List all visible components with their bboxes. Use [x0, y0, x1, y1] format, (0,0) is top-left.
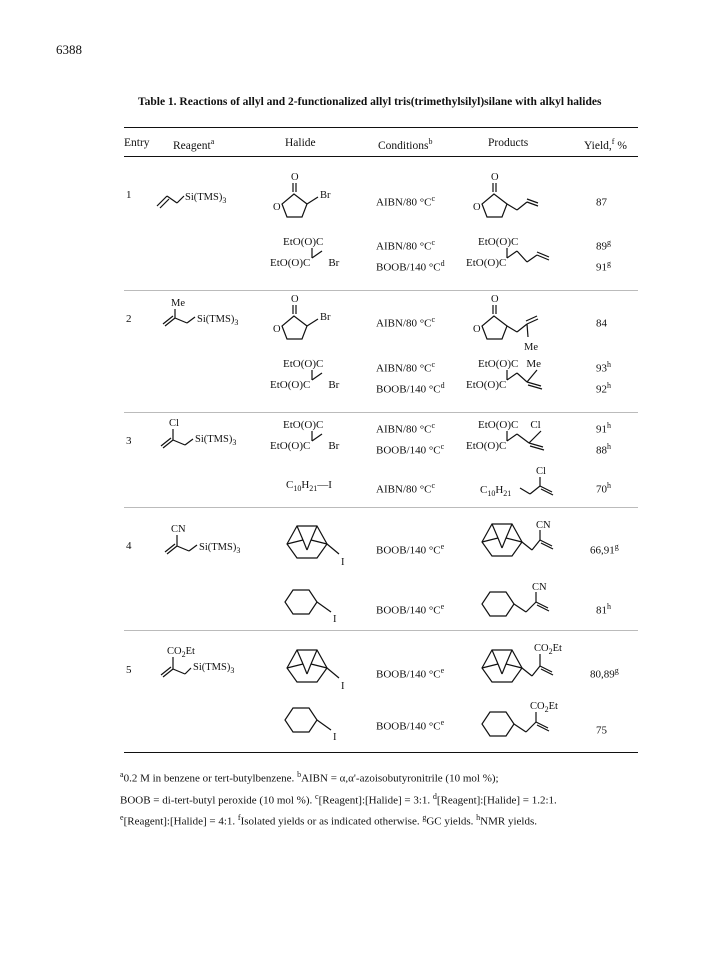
text: AIBN/80 °C — [376, 240, 432, 253]
halide-cyclohexyl-iodide-structure — [283, 582, 353, 627]
header-products: Products — [488, 137, 529, 149]
product-ester-text: EtO(O)C — [478, 419, 519, 431]
text: BOOB/140 °C — [376, 668, 441, 681]
condition — [376, 236, 435, 254]
condition — [376, 600, 444, 618]
text: BOOB/140 °C — [376, 720, 441, 733]
text: e — [440, 718, 445, 727]
text: c — [431, 238, 435, 247]
text: 87 — [596, 196, 607, 209]
entry-number: 4 — [126, 540, 132, 552]
text: BOOB/140 °C — [376, 383, 441, 396]
halide-ester-text: EtO(O)C — [270, 257, 311, 269]
footnote-mark: b — [297, 770, 302, 779]
text: 89 — [596, 240, 607, 253]
text: 10 — [293, 484, 302, 494]
header-entry: Entry — [124, 137, 150, 149]
yield-value — [596, 257, 611, 275]
svg-text:CN: CN — [536, 520, 551, 531]
condition — [376, 313, 435, 331]
header-reagent-mark: a — [210, 137, 215, 146]
text: c — [431, 194, 435, 203]
svg-text:O: O — [491, 294, 499, 305]
footnote-mark: f — [237, 813, 241, 823]
svg-text:Br: Br — [320, 190, 331, 201]
halide-bromolactone-structure — [270, 292, 350, 347]
text: h — [607, 442, 611, 451]
text: 70 — [596, 483, 607, 496]
text: e — [440, 602, 445, 611]
text: 81 — [596, 604, 607, 617]
yield-value — [596, 419, 611, 437]
svg-text:Si(TMS)3: $Si(TMS)_3$ — [197, 314, 239, 327]
text: —I — [317, 479, 332, 491]
halide-cyclohexyl-iodide-structure — [283, 700, 353, 745]
text: BOOB/140 °C — [376, 544, 441, 557]
text: h — [607, 421, 611, 430]
product-malonate-line2: EtO(O)C — [466, 440, 507, 452]
condition — [376, 440, 444, 458]
text: H — [301, 479, 310, 491]
product-ester-text: EtO(O)C — [478, 358, 519, 370]
text: AIBN/80 °C — [376, 483, 432, 496]
header-yield-mark: f — [611, 137, 615, 146]
product-decyl-text — [480, 484, 511, 500]
footnote-text: [Reagent]:[Halide] = 4:1. — [123, 815, 236, 828]
text: 66,91 — [590, 544, 615, 557]
yield-value — [596, 720, 607, 738]
page-number: 6388 — [56, 42, 82, 57]
reagent-cyanoallyl-structure — [155, 518, 265, 566]
table-caption: Table 1. Reactions of allyl and 2-functionalized allyl tris(trimethylsilyl)silane with alkyl halides — [138, 96, 602, 108]
svg-text:CN: CN — [171, 524, 186, 535]
text: h — [607, 381, 611, 390]
condition — [376, 479, 435, 497]
text: c — [431, 481, 435, 490]
halide-malonate-line2 — [270, 379, 339, 392]
svg-text:CO2Et: $CO_2Et$ — [534, 643, 562, 656]
svg-text:Si(TMS)3: $Si(TMS)_3$ — [195, 434, 237, 447]
text: c — [431, 421, 435, 430]
footnote-text: NMR yields. — [480, 815, 537, 828]
text: H — [495, 484, 504, 496]
condition — [376, 379, 445, 397]
svg-text:Cl: Cl — [536, 466, 546, 477]
entry-number: 1 — [126, 189, 132, 201]
svg-text:CO2Et: $CO_2Et$ — [530, 701, 558, 714]
top-rule — [124, 127, 638, 128]
text: 91 — [596, 423, 607, 436]
halide-ester-text: EtO(O)C — [270, 379, 311, 391]
svg-text:I: I — [333, 732, 337, 743]
product-chloroallyl-decyl-bonds — [518, 462, 568, 502]
text: AIBN/80 °C — [376, 196, 432, 209]
halide-bromolactone-structure — [270, 170, 350, 225]
header-yield — [584, 137, 627, 152]
svg-text:Si(TMS)3: $Si(TMS)_3$ — [193, 662, 235, 675]
yield-value — [596, 192, 607, 210]
entry-number: 2 — [126, 313, 132, 325]
entry-number: 5 — [126, 664, 132, 676]
text: 91 — [596, 261, 607, 274]
svg-text:Me: Me — [524, 342, 538, 353]
table-footnotes — [120, 766, 640, 831]
text: BOOB/140 °C — [376, 604, 441, 617]
condition — [376, 419, 435, 437]
halide-malonate-line2 — [270, 440, 339, 453]
text: e — [440, 666, 445, 675]
reagent-methallyl-structure — [155, 290, 265, 338]
product-adamantyl-cyanoallyl-structure — [478, 516, 568, 564]
footnote-mark: g — [422, 813, 427, 823]
yield-value — [596, 358, 611, 376]
text: C — [286, 479, 294, 491]
halide-malonate-line1: EtO(O)C — [283, 358, 324, 370]
text: 80,89 — [590, 668, 615, 681]
halide-br-text: Br — [328, 379, 340, 391]
halide-br-text: Br — [328, 440, 340, 452]
svg-text:O: O — [473, 324, 481, 335]
reagent-ester-allyl-structure — [155, 642, 265, 690]
footnote-text: [Reagent]:[Halide] = 1.2:1. — [436, 794, 557, 807]
text: c — [431, 315, 435, 324]
product-malonate-line1: EtO(O)C — [478, 236, 519, 248]
text: 92 — [596, 383, 607, 396]
svg-text:O: O — [491, 172, 499, 183]
row-separator — [124, 630, 638, 631]
product-allyl-lactone-structure — [470, 170, 560, 225]
condition — [376, 664, 444, 682]
footnote-line-3 — [120, 809, 640, 831]
svg-text:Me: Me — [171, 298, 185, 309]
footnote-text: GC yields. — [426, 815, 474, 828]
svg-text:O: O — [291, 294, 299, 305]
svg-text:O: O — [473, 202, 481, 213]
yield-value — [590, 664, 619, 682]
yield-value — [596, 440, 611, 458]
halide-br-text: Br — [328, 257, 340, 269]
text: h — [607, 360, 611, 369]
footnote-mark: h — [476, 813, 481, 823]
condition — [376, 716, 444, 734]
product-cl-text: Cl — [530, 419, 541, 431]
header-reagent — [173, 137, 214, 152]
condition — [376, 257, 445, 275]
text: BOOB/140 °C — [376, 261, 441, 274]
svg-text:O: O — [291, 172, 299, 183]
text: 84 — [596, 317, 607, 330]
header-conditions-mark: b — [428, 137, 433, 146]
svg-text:CN: CN — [532, 582, 547, 593]
text: 21 — [503, 489, 512, 499]
text: c — [440, 442, 445, 451]
text: g — [614, 666, 619, 675]
footnote-mark: a — [120, 770, 124, 779]
footnote-line-2 — [120, 788, 640, 810]
condition — [376, 540, 444, 558]
header-halide: Halide — [285, 137, 316, 149]
condition — [376, 192, 435, 210]
text: h — [607, 481, 611, 490]
svg-text:I: I — [341, 681, 345, 692]
text: AIBN/80 °C — [376, 317, 432, 330]
footnote-text: Isolated yields or as indicated otherwise. — [240, 815, 420, 828]
text: AIBN/80 °C — [376, 423, 432, 436]
yield-value — [596, 600, 611, 618]
header-conditions — [378, 137, 432, 152]
svg-text:Cl: Cl — [169, 418, 179, 429]
svg-text:O: O — [273, 202, 281, 213]
footnote-mark: c — [315, 791, 319, 801]
yield-value — [596, 479, 611, 497]
text: g — [614, 542, 619, 551]
text: d — [440, 259, 445, 268]
svg-text:I: I — [333, 614, 337, 625]
footnote-mark: d — [432, 791, 437, 801]
svg-text:Br: Br — [320, 312, 331, 323]
text: C — [480, 484, 488, 496]
halide-malonate-line2 — [270, 257, 339, 270]
text: 88 — [596, 444, 607, 457]
text: g — [607, 259, 611, 268]
product-chloroallyl-malonate-bonds — [497, 431, 567, 455]
product-me-text: Me — [526, 358, 541, 370]
text: c — [431, 360, 435, 369]
footnote-text: [Reagent]:[Halide] = 3:1. — [318, 794, 431, 807]
condition — [376, 358, 435, 376]
yield-value — [596, 236, 611, 254]
text: 10 — [487, 489, 496, 499]
svg-text:Si(TMS)3: $Si(TMS)_3$ — [185, 192, 227, 205]
svg-text:I: I — [341, 557, 345, 568]
product-methallyl-malonate-bonds — [497, 370, 567, 394]
text: h — [607, 602, 611, 611]
footnote-text: BOOB = di-tert-butyl peroxide (10 mol %). — [120, 794, 313, 807]
text: g — [607, 238, 611, 247]
row-separator — [124, 507, 638, 508]
product-methallyl-lactone-structure — [470, 292, 560, 362]
svg-text:O: O — [273, 324, 281, 335]
halide-ester-text: EtO(O)C — [270, 440, 311, 452]
text: 21 — [309, 484, 318, 494]
product-allyl-malonate-bonds — [497, 248, 567, 272]
text: AIBN/80 °C — [376, 362, 432, 375]
header-rule — [124, 156, 638, 157]
header-yield-unit: % — [614, 139, 627, 152]
reagent-chloroallyl-structure — [155, 412, 265, 462]
halide-adamantyl-iodide-structure — [283, 642, 353, 690]
footnote-line-1 — [120, 766, 640, 788]
entry-number: 3 — [126, 435, 132, 447]
svg-text:Si(TMS)3: $Si(TMS)_3$ — [199, 542, 241, 555]
bottom-rule — [124, 752, 638, 753]
header-conditions-text: Conditions — [378, 139, 429, 152]
product-adamantyl-esterallyl-structure — [478, 640, 578, 690]
text: e — [440, 542, 445, 551]
text: 93 — [596, 362, 607, 375]
footnote-mark: e — [120, 813, 124, 823]
halide-decyl-iodide — [286, 479, 332, 495]
product-malonate-line2: EtO(O)C — [466, 257, 507, 269]
halide-malonate-line1: EtO(O)C — [283, 419, 324, 431]
svg-text:CO2Et: $CO_2Et$ — [167, 646, 195, 659]
text: 75 — [596, 724, 607, 737]
text: BOOB/140 °C — [376, 444, 441, 457]
yield-value — [590, 540, 619, 558]
header-yield-text: Yield, — [584, 139, 612, 152]
footnote-text: AIBN = α,α'-azoisobutyronitrile (10 mol %); — [301, 772, 499, 785]
product-cyclohexyl-esterallyl-structure — [480, 698, 580, 743]
product-cyclohexyl-cyanoallyl-structure — [480, 580, 570, 625]
product-malonate-line2: EtO(O)C — [466, 379, 507, 391]
footnote-text: 0.2 M in benzene or tert-butylbenzene. — [123, 772, 295, 785]
yield-value — [596, 313, 607, 331]
yield-value — [596, 379, 611, 397]
reagent-allyl-structure — [155, 178, 265, 218]
text: d — [440, 381, 445, 390]
halide-malonate-line1: EtO(O)C — [283, 236, 324, 248]
header-reagent-text: Reagent — [173, 139, 211, 152]
halide-adamantyl-iodide-structure — [283, 518, 353, 566]
